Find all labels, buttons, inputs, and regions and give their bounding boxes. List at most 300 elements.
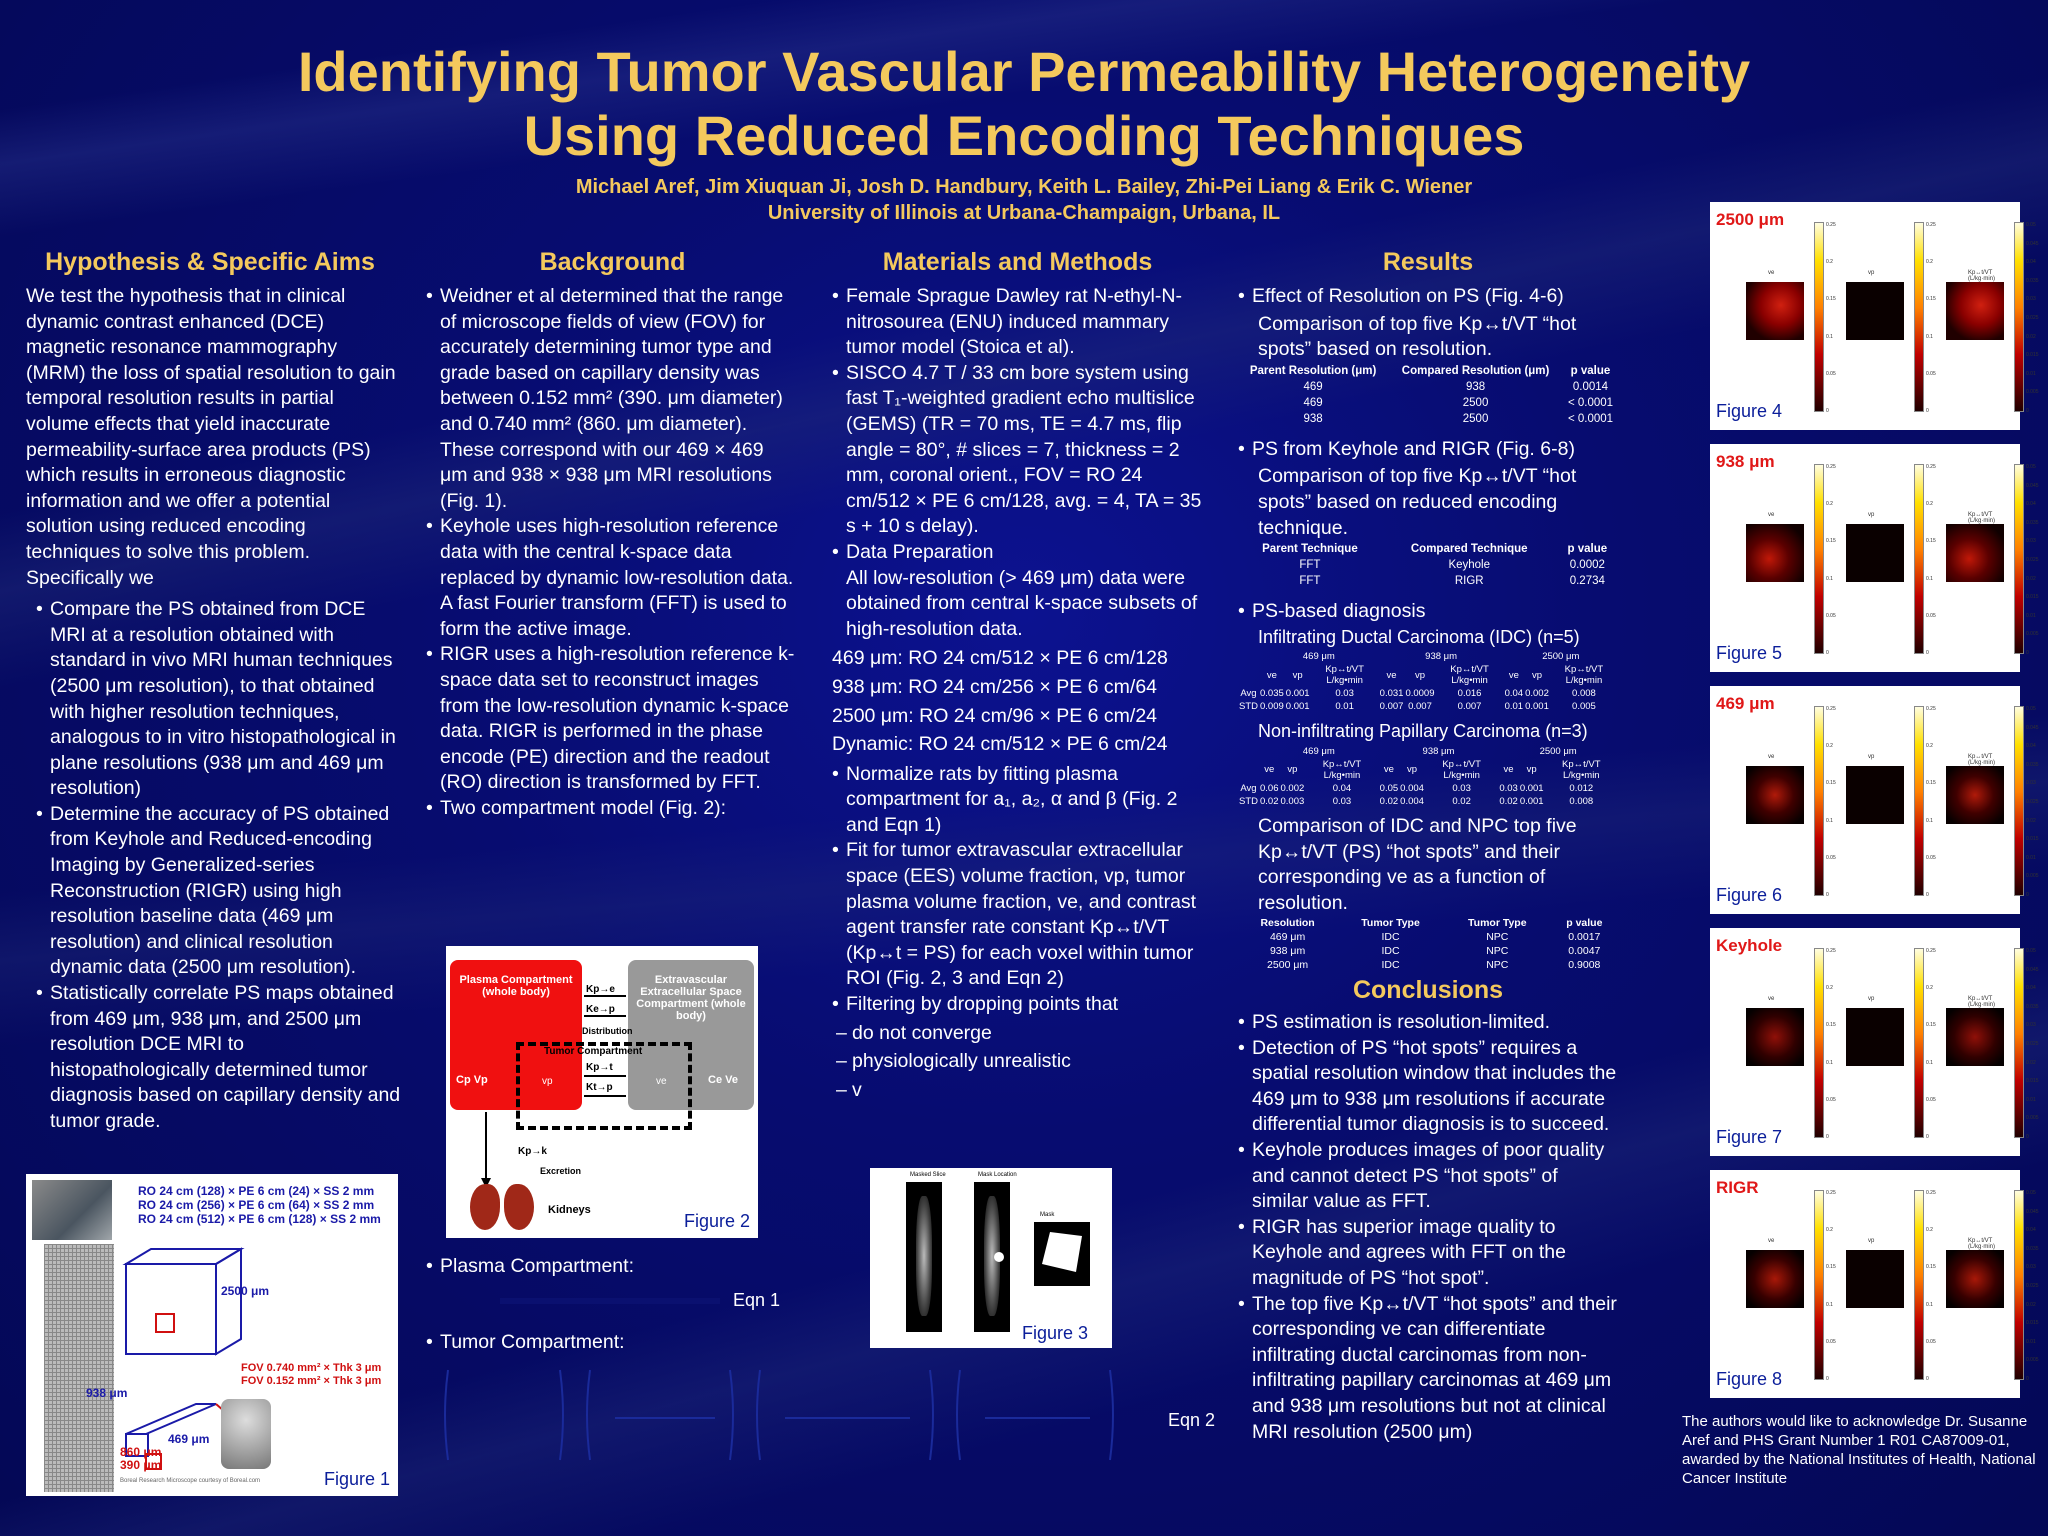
figure-panel <box>1710 686 2039 914</box>
panel-label: 938 μm <box>1716 452 1775 471</box>
kidneys-label: Kidneys <box>548 1204 591 1216</box>
methods-point-4: • Normalize rats by fitting plasma compartment for a₁, a₂, α and β (Fig. 2 and Eqn 1) <box>832 762 1208 839</box>
colorbar-tick: 0.04 <box>2026 1227 2036 1234</box>
colorbar-tick: 0.1 <box>1926 333 1933 340</box>
t3-head-1: Resolution <box>1260 917 1315 930</box>
fig1-settings <box>138 1184 381 1226</box>
colorbar-tick: 0.03 <box>2026 296 2036 303</box>
results-point-2: • PS from Keyhole and RIGR (Fig. 6-8) <box>1238 437 1618 463</box>
hypothesis-intro: We test the hypothesis that in clinical dynamic contrast enhanced (DCE) magnetic resonance mammography (MRM) the loss of spatial resolution to gain temporal resolution results in partial volume effects that yield inaccurate permeability-surface area products (PS) which results in erroneous diagnostic information and we offer a potential solution using reduced encoding techniques to solve this problem. Specifically we <box>26 285 396 589</box>
colorbar-tick: 0.02 <box>2026 1059 2036 1066</box>
colorbar-tick: 0.02 <box>2026 817 2036 824</box>
table-row: FFT Keyhole 0.0002 <box>1299 559 1605 572</box>
figure-3 <box>870 1168 1112 1348</box>
filter-3: – v <box>832 1078 1208 1104</box>
colorbar-tick: 0.04 <box>2026 259 2036 266</box>
fig1-label-2500: 2500 μm <box>221 1284 270 1298</box>
parameter-map <box>1846 282 1904 340</box>
colorbar-tick: 0.01 <box>2026 1096 2036 1103</box>
mri-machine-photo <box>32 1180 112 1240</box>
colorbar-tick: 0.1 <box>1926 817 1933 824</box>
fig1-line2: RO 24 cm (256) × PE 6 cm (64) × SS 2 mm <box>138 1198 375 1212</box>
panel-caption: Figure 7 <box>1716 1127 1783 1147</box>
colorbar-tick: 0.15 <box>1826 780 1836 787</box>
t2-head-2: Compared Technique <box>1410 543 1528 556</box>
ve-label: ve <box>656 1076 667 1087</box>
panel-map-label: Kp↔t/VT (L/kg·min) <box>1968 754 1996 766</box>
colorbar-tick: 0.1 <box>1826 575 1833 582</box>
colorbar-tick: 0.035 <box>2026 761 2039 768</box>
k-pe: Kp→e <box>586 984 615 995</box>
t1-head-3: p value <box>1570 364 1611 377</box>
methods-res-2500: 2500 μm: RO 24 cm/96 × PE 6 cm/24 <box>832 704 1158 727</box>
results-point-2-text: Comparison of top five Kp↔t/VT “hot spots” based on reduced encoding technique. <box>1258 465 1577 539</box>
colorbar-tick: 0.01 <box>2026 612 2036 619</box>
colorbar-tick: 0.25 <box>1926 1190 1936 1196</box>
acknowledgement: The authors would like to acknowledge Dr. Susanne Aref and PHS Grant Number 1 R01 CA87009-01, awarded by the National Institutes of Health, National Cancer Institute <box>1682 1413 2036 1487</box>
results-section <box>1238 284 1618 972</box>
colorbar-tick: 0.025 <box>2026 557 2039 563</box>
colorbar-tick: 0.05 <box>2026 1190 2036 1196</box>
colorbar-tick: 0.1 <box>1926 575 1933 582</box>
idc-heading: Infiltrating Ductal Carcinoma (IDC) (n=5) <box>1258 626 1580 647</box>
excretion-label: Excretion <box>540 1166 582 1176</box>
conclusion-1: • PS estimation is resolution-limited. <box>1238 1010 1618 1036</box>
colorbar-tick: 0.03 <box>2026 1264 2036 1271</box>
panel-map-label: ve <box>1768 1238 1775 1244</box>
methods-res-469: 469 μm: RO 24 cm/512 × PE 6 cm/128 <box>832 647 1168 670</box>
t1-head-2: Compared Resolution (μm) <box>1401 364 1550 377</box>
colorbar-tick: 0.045 <box>2026 966 2039 973</box>
panel-label: RIGR <box>1716 1178 1759 1197</box>
eqn2-formula <box>440 1360 1140 1470</box>
colorbar-tick: 0 <box>1826 1134 1829 1140</box>
idc-table: 469 μm 938 μm 2500 μm ve vp Kp↔t/VT L/kg•min ve vp Kp↔t/VT L/kg•min ve vp Kp↔t/VT L/kg•min Avg 0.035 0.001 0.03 0.031 0.0009 0.016 0.04 0.002 0.008 STD 0.009 0.001 0.01 0.007 0.007 0.007 0.01 0.001 0.005 <box>1238 650 1618 713</box>
conclusion-4: • RIGR has superior image quality to Keyhole and agrees with FFT on the magnitude of PS “hot spot”. <box>1238 1215 1618 1292</box>
colorbar-tick: 0.02 <box>2026 333 2036 340</box>
methods-res-dynamic: Dynamic: RO 24 cm/512 × PE 6 cm/24 <box>832 733 1168 756</box>
fig1-line3: RO 24 cm (512) × PE 6 cm (128) × SS 2 mm <box>138 1212 381 1226</box>
colorbar <box>2014 222 2024 412</box>
fig1-fov-diam <box>120 1446 161 1472</box>
filter-1: – do not converge <box>832 1021 1208 1047</box>
colorbar-tick: 0.01 <box>2026 1338 2036 1345</box>
fig1-label-390: 390 μm <box>120 1458 162 1472</box>
aim-2: • Determine the accuracy of PS obtained from Keyhole and Reduced-encoding Imaging by Generalized-series Reconstruction (RIGR) using high resolution baseline data (469 μm resolution) and clinical resolution dynamic data (2500 μm resolution). <box>36 802 402 981</box>
colorbar-tick: 0.15 <box>1926 296 1936 303</box>
colorbar-tick: 0.035 <box>2026 1245 2039 1252</box>
panel-map-label: ve <box>1768 754 1775 760</box>
parameter-map <box>1846 766 1904 824</box>
poster-title <box>0 40 2048 168</box>
cp-vp: Cp Vp <box>456 1074 488 1086</box>
colorbar-tick: 0.015 <box>2026 1320 2039 1327</box>
background-point-1: • Weidner et al determined that the range of microscope fields of view (FOV) for accurately determining tumor type and grade based on capillary density was between 0.152 mm² (390. μm diameter) and 0.740 mm² (860. μm diameter). These correspond with our 469 × 469 μm and 938 × 938 μm MRI resolutions (Fig. 1). <box>426 284 796 514</box>
conclusions-section <box>1238 1010 1618 1445</box>
colorbar-tick: 0.1 <box>1926 1301 1933 1308</box>
fig1-label-938: 938 μm <box>86 1386 128 1400</box>
fig1-label-469: 469 μm <box>168 1432 210 1446</box>
colorbar <box>1914 464 1924 654</box>
colorbar-tick: 0.2 <box>1926 985 1933 992</box>
table-row: FFT RIGR 0.2734 <box>1299 575 1605 588</box>
fig1-fov2: FOV 0.152 mm² × Thk 3 μm <box>241 1375 382 1387</box>
colorbar <box>1914 948 1924 1138</box>
panel-label: 469 μm <box>1716 694 1775 713</box>
methods-point-1: • Female Sprague Dawley rat N-ethyl-N-nitrosourea (ENU) induced mammary tumor model (Stoica et al). <box>832 284 1208 361</box>
colorbar-tick: 0.045 <box>2026 724 2039 731</box>
colorbar-tick: 0 <box>2026 1134 2029 1140</box>
panel-map-label: vp <box>1868 512 1875 518</box>
colorbar-tick: 0.15 <box>1926 538 1936 545</box>
authors: Michael Aref, Jim Xiuquan Ji, Josh D. Handbury, Keith L. Bailey, Zhi-Pei Liang & Erik C. Wiener <box>575 176 1473 198</box>
table-row: STD 0.02 0.003 0.03 0.02 0.004 0.02 0.02 0.001 0.008 <box>1239 795 1594 807</box>
colorbar <box>1814 948 1824 1138</box>
table-row: 469 2500 < 0.0001 <box>1303 396 1614 409</box>
methods-point-3: • Data Preparation <box>832 540 1208 566</box>
colorbar-tick: 0.015 <box>2026 594 2039 601</box>
parameter-map <box>1746 282 1804 340</box>
k-pk: Kp→k <box>518 1146 547 1157</box>
results-point-3-text: Comparison of IDC and NPC top five Kp↔t/VT (PS) “hot spots” and their corresponding ve as a function of resolution. <box>1258 814 1577 914</box>
colorbar-tick: 0.05 <box>1926 612 1936 619</box>
colorbar-tick: 0.05 <box>1926 1338 1936 1345</box>
panel-caption: Figure 8 <box>1716 1369 1783 1389</box>
hypothesis-section <box>26 284 402 1135</box>
colorbar-tick: 0.15 <box>1826 1264 1836 1271</box>
tumor-label: Tumor Compartment <box>544 1046 643 1057</box>
colorbar-tick: 0 <box>1826 892 1829 898</box>
panel-map-label: ve <box>1768 512 1775 518</box>
colorbar-tick: 0.25 <box>1826 464 1836 470</box>
colorbar-tick: 0.15 <box>1926 1022 1936 1029</box>
colorbar-tick: 0.1 <box>1826 1301 1833 1308</box>
panel-map-label: Kp↔t/VT (L/kg·min) <box>1968 512 1996 524</box>
parameter-map <box>1746 1250 1804 1308</box>
results-point-1: • Effect of Resolution on PS (Fig. 4-6) <box>1238 284 1618 310</box>
colorbar <box>1814 222 1824 412</box>
colorbar-tick: 0.25 <box>1926 706 1936 712</box>
fig1-fov <box>241 1362 381 1388</box>
fig3-title-3: Mask <box>1040 1212 1055 1218</box>
fig3-title-2: Mask Location <box>978 1172 1017 1178</box>
colorbar-tick: 0.005 <box>2026 1115 2039 1122</box>
colorbar-tick: 0.2 <box>1826 501 1833 508</box>
colorbar <box>1914 706 1924 896</box>
parameter-map <box>1746 524 1804 582</box>
figure-3-caption: Figure 3 <box>1021 1323 1088 1343</box>
distribution-label: Distribution <box>582 1026 633 1036</box>
microscope-image <box>221 1399 271 1469</box>
eqn2-label: Eqn 2 <box>1168 1410 1216 1430</box>
fig1-label-860: 860 μm <box>120 1445 162 1459</box>
aim-1: • Compare the PS obtained from DCE MRI at a resolution obtained with standard in vivo MRI human techniques (2500 μm resolution), to that obtained with higher resolution techniques, analogous to in vitro histopathological in plane resolutions (938 μm and 469 μm resolution) <box>36 597 402 802</box>
table-row: 938 μm IDC NPC 0.0047 <box>1269 945 1601 958</box>
t2-head-3: p value <box>1567 543 1608 556</box>
colorbar-tick: 0.015 <box>2026 836 2039 843</box>
colorbar-tick: 0.05 <box>2026 222 2036 228</box>
colorbar-tick: 0 <box>2026 408 2029 414</box>
colorbar-tick: 0.05 <box>2026 706 2036 712</box>
diagnosis-pvalue-table <box>1238 916 1618 972</box>
colorbar-tick: 0.025 <box>2026 1041 2039 1047</box>
colorbar-tick: 0.05 <box>2026 948 2036 954</box>
hypothesis-heading: Hypothesis & Specific Aims <box>45 248 375 276</box>
conclusion-5: • The top five Kp↔t/VT “hot spots” and their corresponding ve can differentiate infiltrating ductal carcinomas from non-infiltrating papillary carcinomas at 469 μm and 938 μm resolutions but not at clinical MRI resolution (2500 μm) <box>1238 1292 1618 1446</box>
table-row: 469 938 0.0014 <box>1303 380 1609 393</box>
colorbar-tick: 0.02 <box>2026 1301 2036 1308</box>
figure-panel <box>1710 928 2039 1156</box>
colorbar-tick: 0 <box>1826 1376 1829 1382</box>
colorbar-tick: 0.1 <box>1826 333 1833 340</box>
fig1-line1: RO 24 cm (128) × PE 6 cm (24) × SS 2 mm <box>138 1184 375 1198</box>
colorbar-tick: 0.05 <box>1926 370 1936 377</box>
k-pt: Kp→t <box>586 1062 613 1073</box>
table-row: STD 0.009 0.001 0.01 0.007 0.007 0.007 0.01 0.001 0.005 <box>1239 701 1596 713</box>
colorbar-tick: 0.04 <box>2026 501 2036 508</box>
panel-caption: Figure 4 <box>1716 401 1783 421</box>
eqn1-label: Eqn 1 <box>733 1290 781 1310</box>
methods-point-5: • Fit for tumor extravascular extracellular space (EES) volume fraction, vp, tumor plasma volume fraction, ve, and contrast agent transfer rate constant Kp↔t/VT (Kp↔t = PS) for each voxel within tumor ROI (Fig. 2, 3 and Eqn 2) <box>832 838 1208 992</box>
colorbar <box>2014 1190 2024 1380</box>
table-row: 469 μm IDC NPC 0.0017 <box>1269 931 1601 944</box>
colorbar-tick: 0.03 <box>2026 538 2036 545</box>
resolution-pvalue-table <box>1238 363 1618 427</box>
background-section <box>426 284 796 821</box>
colorbar <box>1814 464 1824 654</box>
table-row: Avg 0.06 0.002 0.04 0.05 0.004 0.03 0.03 0.001 0.012 <box>1240 782 1594 794</box>
background-point-3: • RIGR uses a high-resolution reference k-space data set to reconstruct images from the low-resolution dynamic k-space data. RIGR is performed in the phase encode (PE) direction and the readout (RO) direction is transformed by FFT. <box>426 642 796 796</box>
panel-map-label: vp <box>1868 754 1875 760</box>
t3-head-2: Tumor Type <box>1361 917 1420 930</box>
panel-map-label: Kp↔t/VT (L/kg·min) <box>1968 1238 1996 1250</box>
figure-panel <box>1710 1170 2039 1398</box>
figure-panel <box>1710 202 2039 430</box>
colorbar-tick: 0.25 <box>1926 464 1936 470</box>
colorbar-tick: 0.25 <box>1826 948 1836 954</box>
colorbar-tick: 0.05 <box>1826 612 1836 619</box>
background-point-5: • Plasma Compartment: <box>426 1254 796 1280</box>
colorbar-tick: 0.045 <box>2026 482 2039 489</box>
t1-head-1: Parent Resolution (μm) <box>1249 364 1377 377</box>
colorbar-tick: 0.015 <box>2026 1078 2039 1085</box>
masked-slice-image <box>906 1182 942 1332</box>
colorbar-tick: 0.035 <box>2026 277 2039 284</box>
colorbar-tick: 0 <box>1926 892 1929 898</box>
colorbar-tick: 0.1 <box>1826 817 1833 824</box>
colorbar-tick: 0.1 <box>1826 1059 1833 1066</box>
colorbar <box>1814 706 1824 896</box>
results-point-3: • PS-based diagnosis <box>1238 599 1618 625</box>
panel-map-label: ve <box>1768 270 1775 276</box>
colorbar-tick: 0 <box>1926 650 1929 656</box>
colorbar <box>1914 1190 1924 1380</box>
t3-head-3: Tumor Type <box>1468 917 1527 930</box>
colorbar-tick: 0.005 <box>2026 389 2039 396</box>
colorbar-tick: 0.03 <box>2026 1022 2036 1029</box>
mask-image <box>1034 1222 1090 1286</box>
colorbar-tick: 0.25 <box>1826 706 1836 712</box>
colorbar-tick: 0.005 <box>2026 631 2039 638</box>
colorbar-tick: 0.15 <box>1826 538 1836 545</box>
colorbar-tick: 0 <box>1926 1134 1929 1140</box>
colorbar-tick: 0.025 <box>2026 799 2039 805</box>
panel-label: Keyhole <box>1716 936 1783 955</box>
panel-label: 2500 μm <box>1716 210 1785 229</box>
kidneys-icon <box>470 1184 536 1230</box>
methods-heading: Materials and Methods <box>882 248 1153 276</box>
colorbar-tick: 0.035 <box>2026 1003 2039 1010</box>
affiliation: University of Illinois at Urbana-Champaign, Urbana, IL <box>767 202 1281 224</box>
npc-table: 469 μm 938 μm 2500 μm ve vp Kp↔t/VT L/kg•min ve vp Kp↔t/VT L/kg•min ve vp Kp↔t/VT L/kg•min Avg 0.06 0.002 0.04 0.05 0.004 0.03 0.03 0.001 0.012 STD 0.02 0.003 0.03 0.02 0.004 0.02 0.02 0.001 0.008 <box>1238 745 1618 808</box>
technique-pvalue-table <box>1238 541 1618 589</box>
plasma-label: Plasma Compartment (whole body) <box>459 974 573 998</box>
figure-panel <box>1710 444 2039 672</box>
colorbar <box>2014 706 2024 896</box>
parameter-map <box>1946 1250 2004 1308</box>
colorbar-tick: 0.005 <box>2026 873 2039 880</box>
fig1-credit: Boreal Research Microscope courtesy of Boreal.com <box>120 1478 261 1484</box>
background-point-6: • Tumor Compartment: <box>426 1330 796 1356</box>
colorbar-tick: 0.035 <box>2026 519 2039 526</box>
panel-map-label: Kp↔t/VT (L/kg·min) <box>1968 996 1996 1008</box>
eqn1-formula <box>500 1290 720 1319</box>
colorbar <box>1914 222 1924 412</box>
colorbar-tick: 0.005 <box>2026 1357 2039 1364</box>
parameter-map <box>1946 524 2004 582</box>
aim-3: • Statistically correlate PS maps obtained from 469 μm, 938 μm, and 2500 μm resolution DCE MRI to histopathologically determined tumor diagnosis based on capillary density and tumor grade. <box>36 981 402 1135</box>
colorbar-tick: 0.05 <box>1826 1338 1836 1345</box>
panel-map-label: vp <box>1868 1238 1875 1244</box>
colorbar-tick: 0 <box>1826 650 1829 656</box>
colorbar-tick: 0.045 <box>2026 1208 2039 1215</box>
t2-head-1: Parent Technique <box>1262 543 1358 556</box>
panel-map-label: vp <box>1868 270 1875 276</box>
filter-2: – physiologically unrealistic <box>832 1049 1208 1075</box>
k-tp: Kt→p <box>586 1082 613 1093</box>
colorbar-tick: 0.04 <box>2026 985 2036 992</box>
table-row: 2500 μm IDC NPC 0.9008 <box>1267 959 1601 972</box>
colorbar-tick: 0.15 <box>1826 1022 1836 1029</box>
colorbar-tick: 0.2 <box>1826 1227 1833 1234</box>
tumor-compartment-block <box>426 1330 796 1356</box>
colorbar-tick: 0.05 <box>1926 1096 1936 1103</box>
parameter-map <box>1946 1008 2004 1066</box>
colorbar-tick: 0 <box>1926 408 1929 414</box>
colorbar-tick: 0.05 <box>2026 464 2036 470</box>
colorbar-tick: 0.15 <box>1826 296 1836 303</box>
colorbar-tick: 0.2 <box>1826 743 1833 750</box>
colorbar-tick: 0 <box>1926 1376 1929 1382</box>
colorbar-tick: 0.015 <box>2026 352 2039 359</box>
colorbar-tick: 0.2 <box>1826 259 1833 266</box>
methods-section <box>832 284 1208 1103</box>
colorbar-tick: 0.25 <box>1826 222 1836 228</box>
colorbar-tick: 0.25 <box>1826 1190 1836 1196</box>
colorbar-tick: 0 <box>2026 892 2029 898</box>
colorbar-tick: 0.2 <box>1926 743 1933 750</box>
colorbar-tick: 0 <box>1826 408 1829 414</box>
colorbar-tick: 0.05 <box>1826 1096 1836 1103</box>
methods-point-6: • Filtering by dropping points that <box>832 992 1208 1018</box>
parameter-map <box>1846 1008 1904 1066</box>
results-point-1-text: Comparison of top five Kp↔t/VT “hot spots” based on resolution. <box>1258 312 1577 361</box>
panel-caption: Figure 5 <box>1716 643 1783 663</box>
colorbar-tick: 0.04 <box>2026 743 2036 750</box>
ce-ve: Ce Ve <box>708 1074 738 1086</box>
panel-map-label: ve <box>1768 996 1775 1002</box>
figure-2 <box>446 946 758 1238</box>
colorbar <box>1814 1190 1824 1380</box>
background-point-2: • Keyhole uses high-resolution reference data with the central k-space data replaced by dynamic low-resolution data. A fast Fourier transform (FFT) is used to form the active image. <box>426 514 796 642</box>
parameter-map <box>1946 766 2004 824</box>
table-row: 938 2500 < 0.0001 <box>1303 412 1614 425</box>
fig3-title-1: Masked Slice <box>910 1172 946 1178</box>
panel-map-label: vp <box>1868 996 1875 1002</box>
panel-map-label: Kp↔t/VT (L/kg·min) <box>1968 270 1996 282</box>
colorbar-tick: 0.01 <box>2026 854 2036 861</box>
ees-label: Extravascular Extracellular Space Compartment (whole body) <box>636 974 746 1022</box>
colorbar-tick: 0.03 <box>2026 780 2036 787</box>
figure-1 <box>26 1174 398 1496</box>
colorbar-tick: 0.25 <box>1926 222 1936 228</box>
colorbar <box>2014 948 2024 1138</box>
colorbar-tick: 0 <box>2026 650 2029 656</box>
figure-2-caption: Figure 2 <box>683 1211 750 1231</box>
conclusion-2: • Detection of PS “hot spots” requires a spatial resolution window that includes the 469 μm to 938 μm resolutions if accurate differential tumor diagnosis is to succeed. <box>1238 1036 1618 1138</box>
conclusion-3: • Keyhole produces images of poor quality and cannot detect PS “hot spots” of similar value as FFT. <box>1238 1138 1618 1215</box>
colorbar <box>2014 464 2024 654</box>
parameter-map <box>1746 1008 1804 1066</box>
mri-slab-grid <box>44 1244 114 1492</box>
colorbar-tick: 0.025 <box>2026 315 2039 321</box>
colorbar-tick: 0.2 <box>1926 259 1933 266</box>
colorbar-tick: 0.01 <box>2026 370 2036 377</box>
parameter-map <box>1846 1250 1904 1308</box>
parameter-map <box>1946 282 2004 340</box>
methods-res-938: 938 μm: RO 24 cm/256 × PE 6 cm/64 <box>832 675 1158 698</box>
parameter-map <box>1846 524 1904 582</box>
colorbar-tick: 0.25 <box>1926 948 1936 954</box>
vp-label: vp <box>542 1076 553 1087</box>
colorbar-tick: 0.1 <box>1926 1059 1933 1066</box>
colorbar-tick: 0 <box>2026 1376 2029 1382</box>
colorbar-tick: 0.15 <box>1926 1264 1936 1271</box>
colorbar-tick: 0.045 <box>2026 240 2039 247</box>
mask-location-image <box>974 1182 1010 1332</box>
background-point-4: • Two compartment model (Fig. 2): <box>426 796 796 822</box>
title-line2: Using Reduced Encoding Techniques <box>523 104 1525 167</box>
colorbar-tick: 0.05 <box>1826 854 1836 861</box>
panel-caption: Figure 6 <box>1716 885 1783 905</box>
title-line1: Identifying Tumor Vascular Permeability Heterogeneity <box>297 40 1751 103</box>
methods-point-2: • SISCO 4.7 T / 33 cm bore system using fast T₁-weighted gradient echo multislice (GEMS) (TR = 70 ms, TE = 4.7 ms, flip angle = 80°, # slices = 7, thickness = 2 mm, coronal orient., FOV = RO 24 cm/512 × PE 6 cm/128, avg. = 4, TA = 35 s + 10 s delay). <box>832 361 1208 540</box>
colorbar-tick: 0.02 <box>2026 575 2036 582</box>
colorbar-tick: 0.15 <box>1926 780 1936 787</box>
colorbar-tick: 0.025 <box>2026 1283 2039 1289</box>
t3-head-4: p value <box>1566 917 1603 930</box>
colorbar-tick: 0.2 <box>1926 1227 1933 1234</box>
parameter-map <box>1746 766 1804 824</box>
k-ep: Ke→p <box>586 1004 615 1015</box>
conclusions-heading: Conclusions <box>1352 976 1503 1004</box>
fig1-fov1: FOV 0.740 mm² × Thk 3 μm <box>241 1362 382 1374</box>
colorbar-tick: 0.05 <box>1826 370 1836 377</box>
methods-data-prep: All low-resolution (> 469 μm) data were obtained from central k-space subsets of high-resolution data. <box>846 566 1198 640</box>
colorbar-tick: 0.05 <box>1926 854 1936 861</box>
results-heading: Results <box>1382 248 1474 276</box>
colorbar-tick: 0.2 <box>1826 985 1833 992</box>
